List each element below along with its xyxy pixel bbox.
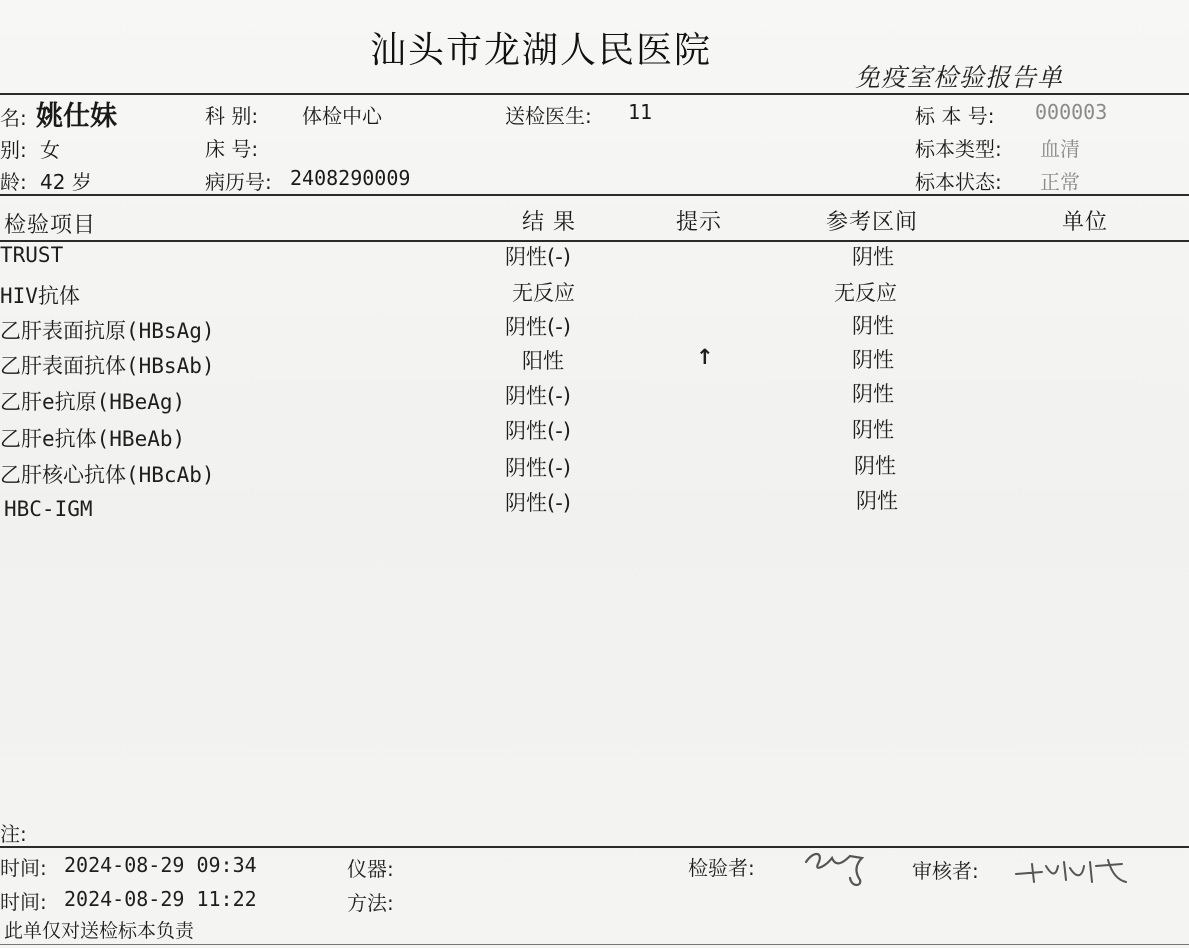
collect-time-value: 2024-08-29 09:34	[64, 853, 257, 877]
table-row-result: 阴性(-)	[505, 245, 571, 269]
doctor-label: 送检医生:	[505, 104, 592, 128]
sex-label: 别:	[0, 138, 27, 162]
col-hint-header: 提示	[676, 210, 723, 235]
specimen-type-value: 血清	[1040, 137, 1080, 161]
patient-age: 42 岁	[40, 170, 92, 194]
patient-sex: 女	[40, 138, 60, 162]
specimen-type-label: 标本类型:	[915, 137, 1002, 161]
hospital-title: 汕头市龙湖人民医院	[370, 30, 713, 71]
remark-label: 注:	[0, 822, 27, 846]
specimen-no-label: 标 本 号:	[915, 104, 995, 128]
table-row-result: 阳性	[522, 349, 564, 373]
col-item-header: 检验项目	[4, 213, 97, 238]
specimen-status-label: 标本状态:	[915, 170, 1002, 194]
footer-divider	[0, 846, 1189, 848]
info-divider	[0, 194, 1189, 196]
table-row-reference: 阴性	[852, 245, 894, 269]
dept-value: 体检中心	[302, 104, 382, 128]
table-row-reference: 阴性	[852, 314, 894, 338]
table-row-reference: 阴性	[852, 418, 894, 442]
table-row-item: 乙肝表面抗体(HBsAb)	[0, 354, 215, 378]
method-label: 方法:	[347, 891, 394, 915]
disclaimer-text: 此单仅对送检标本负责	[4, 920, 195, 942]
specimen-status-value: 正常	[1040, 170, 1080, 194]
table-row-item: 乙肝表面抗原(HBsAg)	[0, 319, 215, 343]
table-row-reference: 阴性	[854, 454, 896, 478]
table-row-reference: 阴性	[856, 489, 898, 513]
table-row-reference: 阴性	[852, 382, 894, 406]
doctor-value: 11	[628, 100, 653, 124]
col-result-header: 结 果	[522, 210, 576, 235]
bed-label: 床 号:	[205, 137, 259, 161]
table-row-item: HIV抗体	[0, 284, 80, 308]
reviewer-label: 审核者:	[912, 859, 979, 883]
report-time-label: 时间:	[0, 890, 47, 914]
name-label: 名:	[0, 106, 27, 130]
table-row-reference: 无反应	[834, 281, 897, 305]
table-row-hint: ↑	[696, 345, 714, 369]
table-row-result: 阴性(-)	[505, 456, 571, 480]
dept-label: 科 别:	[205, 104, 259, 128]
table-row-result: 阴性(-)	[505, 419, 571, 443]
table-row-item: 乙肝e抗原(HBeAg)	[0, 390, 186, 414]
examiner-signature	[800, 844, 880, 890]
table-row-result: 阴性(-)	[505, 384, 571, 408]
table-row-item: 乙肝e抗体(HBeAb)	[0, 427, 186, 451]
bottom-edge	[0, 944, 1189, 945]
report-time-value: 2024-08-29 11:22	[64, 887, 257, 911]
specimen-no-value: 000003	[1035, 100, 1108, 124]
table-row-result: 无反应	[512, 281, 575, 305]
header-divider	[0, 93, 1189, 95]
report-type-title: 免疫室检验报告单	[855, 63, 1064, 92]
table-row-item: 乙肝核心抗体(HBcAb)	[0, 463, 215, 487]
examiner-label: 检验者:	[688, 856, 755, 880]
instrument-label: 仪器:	[347, 857, 394, 881]
record-label: 病历号:	[205, 170, 272, 194]
age-label: 龄:	[0, 170, 27, 194]
col-reference-header: 参考区间	[826, 210, 919, 235]
table-row-item: HBC-IGM	[4, 497, 93, 521]
collect-time-label: 时间:	[0, 856, 47, 880]
record-value: 2408290009	[290, 166, 411, 190]
table-row-result: 阴性(-)	[505, 491, 571, 515]
col-unit-header: 单位	[1062, 210, 1109, 235]
table-header-divider	[0, 240, 1189, 242]
reviewer-signature	[1012, 852, 1132, 888]
table-row-reference: 阴性	[852, 348, 894, 372]
table-row-item: TRUST	[0, 243, 64, 267]
patient-name: 姚仕妹	[36, 101, 117, 132]
table-row-result: 阴性(-)	[505, 315, 571, 339]
